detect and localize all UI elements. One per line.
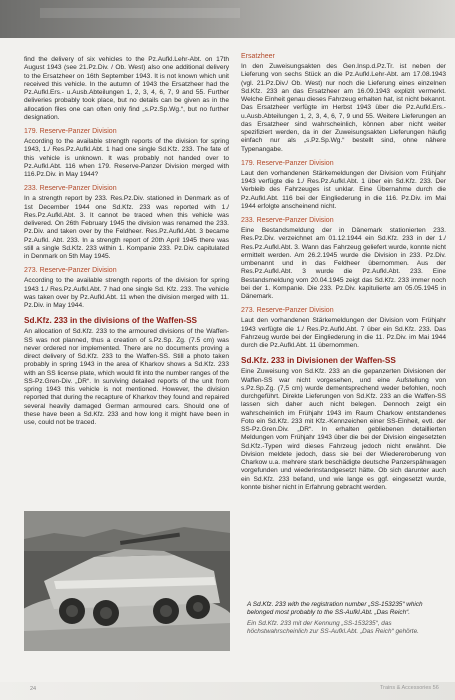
footer-credit: Trains & Accessories 56 (380, 685, 439, 691)
header-band (0, 0, 455, 38)
page-number: 24 (30, 686, 37, 692)
paragraph-273-reserve-division: According to the available strength reports of the division for spring 1943 1./ Res.Pz.Aufkl.Abt. 7 had one single Sd. Kfz. 233. The vehicle was taken over by Pz.Aufkl.Abt. 11 when the division merged with 11. Pz.Div. in May 1944. (24, 277, 229, 309)
faded-header-title (40, 8, 240, 18)
paragraph-waffen-ss-de: Eine Zuweisung von Sd.Kfz. 233 an die gepanzerten Divisionen der Waffen-SS war nicht vorgesehen, und eine Aufstellung von s.Pz.Sp.Zg. (7,5 cm) wurde dementsprechend weder befohlen, noch durchgeführt. Direkte Lieferungen von Sd.Kfz. 233 an die Waffen-SS lassen sich daher auch nicht belegen. Dennoch zeigt ein wahrscheinlich im Frühjahr 1943 im Raum Charkow entstandenes Foto ein Sd.Kfz. 233 mit Kfz.-Kennzeichen einer SS-Einheit, evtl. der SS-Pz.Gren.Div. „DR“. In erhalten gebliebenen detaillierten Meldungen vom Frühjahr 1943 über die bei der Division eingesetzten Sd.Kfz.-Typen wird dieses Fahrzeug jedoch nicht erwähnt. Die Division meldete jedoch, dass sie bei der Wiedereroberung von Charkow u.a. mehrere stark beschädigte deutsche Panzerspähwagen vorgefunden und wiederinstandgesetzt hätte. Ob sich darunter auch ein Sd.Kfz. 233 befand, und wie lange es ggf. eingesetzt wurde, konnte bisher nicht in Erfahrung gebracht werden. (241, 368, 446, 491)
heading-waffen-ss-de: Sd.Kfz. 233 in Divisionen der Waffen-SS (241, 356, 396, 366)
english-intro-paragraph: find the delivery of six vehicles to the Pz.Aufkl.Lehr-Abt. on 17th August 1943 (see 21.Pz.Div. / Ob. West) also one additional delivery to the Ersatzheer on 16th September 1943. It is not known which unit received this vehicle. In the autumn of 1943 the Ersatzheer had the Pz.Aufkl.Ers.- u.Ausb.Abteilungen 1, 2, 3, 4, 6, 7, 9 and 55. Further deliveries probably took place, but no details can be given as in the allocation files one can often only find „s.Pz.Sp.Wg.“, but no further designation. (24, 56, 229, 121)
armoured-car-illustration (24, 511, 230, 651)
heading-273-reserve-division: 273. Reserve-Panzer Division (24, 267, 117, 275)
german-intro-paragraph: In den Zuweisungsakten des Gen.Insp.d.Pz.Tr. ist neben der Lieferung von sechs Stück an die Pz.Aufkl.Lehr-Abt. am 17.08.1943 (vgl. 21.Pz.Div./ Ob. West) nur noch die Lieferung eines einzelnen Sd.Kfz. 233 an das Ersatzheer am 16.09.1943 explizit vermerkt. Welche Einheit genau dieses Fahrzeug erhalten hat, ist nicht bekannt. Das Ersatzheer verfügte im Herbst 1943 über die Pz.Aufkl.Ers.- u.Ausb.Abteilungen 1, 2, 3, 4, 6, 7, 9 und 55. Weitere Lieferungen an das Ersatzheer sind wahrscheinlich, können aber nicht weiter spezifiziert werden, da in der Zuweisungsakten Lieferungen häufig einfach nur als „s.Pz.Sp.Wg.“ bestellt sind, ohne nähere Typenangabe. (241, 63, 446, 153)
figure-caption-german: Ein Sd.Kfz. 233 mit der Kennung „SS-153235“, das höchstwahrscheinlich zur SS-Aufkl.Abt. „Das Reich“ gehörte. (247, 620, 419, 635)
paragraph-179-reserve-division-de: Laut den vorhandenen Stärkemeldungen der Division vom Frühjahr 1943 verfügte die 1./ Res.Pz.Aufkl.Abt. 1 über ein Sd.Kfz. 233. Der Verbleib des Fahrzeuges ist unklar. Eine Übernahme durch die Pz.Aufkl.Abt. 116 bei der Eingliederung in die 116. Pz.Div. im Mai 1944 erfolgte anscheinend nicht. (241, 169, 446, 210)
armoured-car-photo (24, 511, 230, 651)
heading-waffen-ss: Sd.Kfz. 233 in the divisions of the Waffen-SS (24, 316, 198, 326)
paragraph-273-reserve-division-de: Laut den vorhandenen Stärkemeldungen der Division vom Frühjahr 1943 verfügte die 1./ Res.Pz.Aufkl.Abt. 7 über ein Sd.Kfz. 233. Das Fahrzeug wurde bei der Eingliederung in die 11. Pz.Div. im Mai 1944 durch die Pz.Aufkl.Abt. 11 übernommen. (241, 317, 446, 349)
paragraph-waffen-ss: An allocation of Sd.Kfz. 233 to the armoured divisions of the Waffen-SS was not planned, thus a creation of s.Pz.Sp. Zg. (7.5 cm) was never ordered nor implemented. There are no documents proving a direct delivery of Sd.Kfz. 233 to the Waffen-SS. Still a photo taken probably in spring 1943 in the area of Kharkov shows a Sd.Kfz. 233 with an SS license plate, which would fit into the number ranges of the SS-Pz.Gren-Div. „DR“. In surviving detailed reports of the unit from spring 1943 this vehicle is not mentioned. However, the division reported that during the recapture of Kharkov they found and repaired several heavily damaged German armoured cars. Should one of these have been a Sd.Kfz. 233 and how long it might have been in use, could not be traced. (24, 328, 229, 426)
heading-233-reserve-division-de: 233. Reserve-Panzer Division (241, 217, 334, 224)
heading-273-reserve-division-de: 273. Reserve-Panzer Division (241, 307, 334, 315)
paragraph-233-reserve-division: In a strength report by 233. Res.Pz.Div. stationed in Denmark as of 1st December 1944 one Sd.Kfz. 233 was reported with 1./ Res.Pz.Aufkl.Abt. 3. It cannot be traced when this vehicle was delivered. On 26th February 1945 the division was renamed the 233. Pz.Div. and taken over by the Feldheer. Res.Pz.Aufkl.Abt. 3 became Pz.Aufkl. Abt. 233. In a strength report of 20th April 1945 there was still a single Sd.Kfz. 233 within 1. Kompanie 233. Pz.Div. capitulated in Denmark on 5th May 1945. (24, 195, 229, 260)
figure-caption-english: A Sd.Kfz. 233 with the registration number „SS-153235“ which belonged most probably to the SS-Aufkl.Abt. „Das Reich“. (247, 601, 423, 616)
english-column (24, 56, 229, 430)
heading-179-reserve-division: 179. Reserve-Panzer Division (24, 128, 117, 135)
paragraph-179-reserve-division: According to the available strength reports of the division for spring 1943, 1./ Res.Pz.Aufkl.Abt. 1 had one single Sd.Kfz. 233. The fate of this vehicle is unknown. It was probably not handed over to Pz.Aufkl.Abt. 116 when 179. Reserve-Panzer Division merged with 116.Pz.Div. in May 1944? (24, 138, 229, 178)
heading-179-reserve-division-de: 179. Reserve-Panzer Division (241, 159, 334, 167)
heading-233-reserve-division: 233. Reserve-Panzer Division (24, 185, 117, 193)
heading-ersatzheer: Ersatzheer (241, 53, 275, 60)
german-column (241, 52, 446, 495)
paragraph-233-reserve-division-de: Eine Bestandsmeldung der in Dänemark stationierten 233. Res.Pz.Div. verzeichnet am 01.12.1944 ein Sd.Kfz. 233 in der 1./ Res.Pz.Aufkl.Abt. 3. Wann das Fahrzeug geliefert wurde, konnte nicht ermittelt werden. Am 26.2.1945 wurde die Division in 233. Pz.Div. umbenannt und in das Feldheer übernommen. Aus der Res.Pz.Aufkl.Abt. 3 wurde die Pz.Aufkl.Abt. 233. Eine Bestandsmeldung vom 20.04.1945 zeigt das Sd.Kfz. 233 immer noch bei der 1. Kompanie. Die 233. Pz.Div. kapitulierte am 05.05.1945 in Dänemark. (241, 227, 446, 300)
